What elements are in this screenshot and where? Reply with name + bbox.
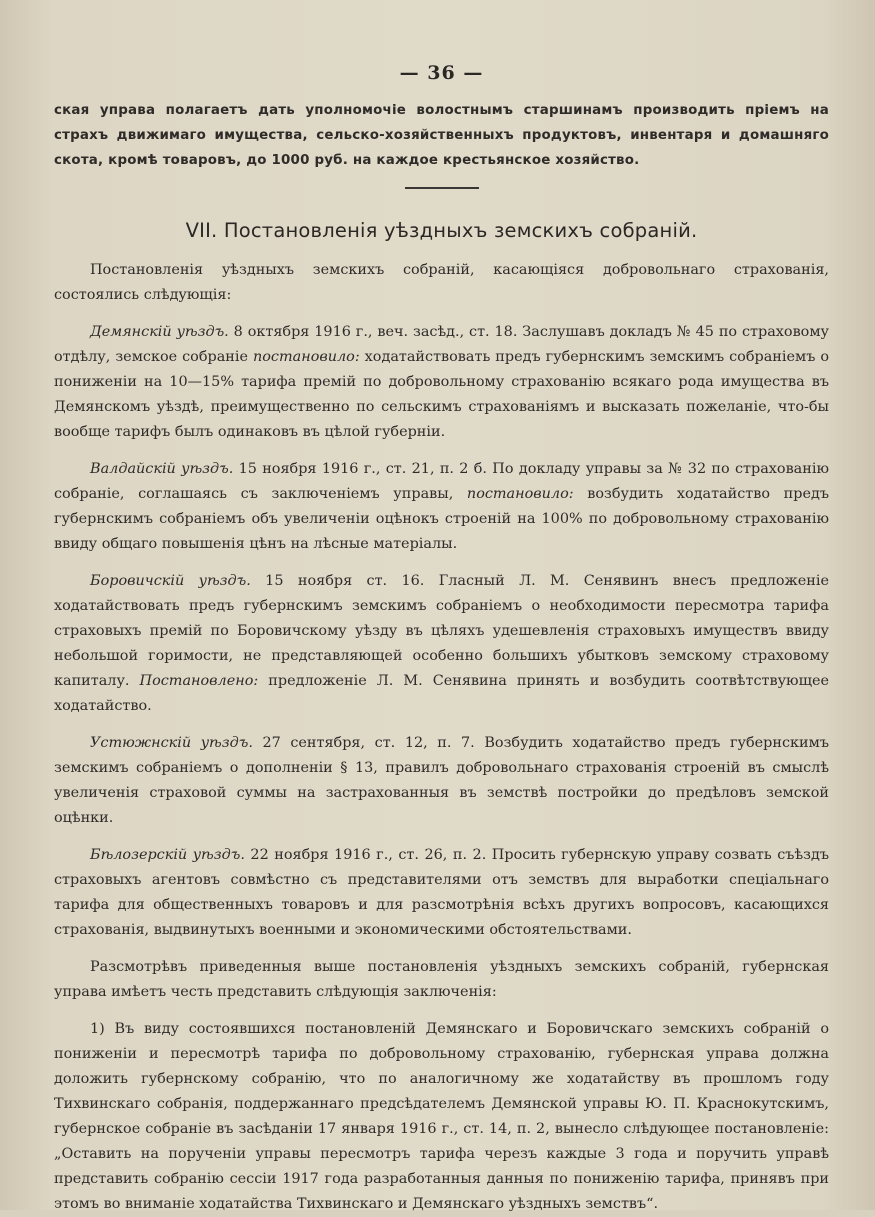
section-divider xyxy=(405,187,479,189)
intro-paragraph: Постановленія уѣздныхъ земскихъ собраній, касающіяся добровольнаго страхованія, состоялись слѣдующія: xyxy=(54,262,829,303)
district-name: Боровичскій уѣздъ. xyxy=(90,573,251,589)
entry-text: 22 ноября 1916 г., ст. 26, п. 2. Просить губернскую управу созвать съѣздъ страховыхъ агентовъ совмѣстно съ представителями отъ земствъ для выработки спеціальнаго тарифа для общественныхъ товаровъ и для разсмотрѣнія всѣхъ другихъ вопросовъ, касающихся страхованія, выдвинутыхъ военными и экономическими обстоятельствами. xyxy=(54,847,829,938)
continuation-paragraph: ская управа полагаетъ дать уполномочіе волостнымъ старшинамъ производить пріемъ на страхъ движимаго имущества, сельско-хозяйственныхъ продуктовъ, инвентаря и домашняго скота, кромѣ товаровъ, до 1000 руб. на каждое крестьянское хозяйство. xyxy=(54,103,829,168)
entry-emphasis: постановило: xyxy=(253,349,360,365)
conclusion-point-1: 1) Въ виду состоявшихся постановленій Демянскаго и Боровичскаго земскихъ собраній о пониженіи и пересмотрѣ тарифа по добровольному страхованію, губернская управа должна доложить губернскому собранію, что по аналогичному же ходатайству въ прошломъ году Тихвинскаго собранія, поддержаннаго предсѣдателемъ Демянской управы Ю. П. Краснокутскимъ, губернское собраніе въ засѣданіи 17 января 1916 г., ст. 14, п. 2, вынесло слѣдующее постановленіе: „Оставить на порученіи управы пересмотръ тарифа черезъ каждые 3 года и поручить управѣ представить собранію сессіи 1917 года разработанныя данныя по пониженію тарифа, принявъ при этомъ во вниманіе ходатайства Тихвинскаго и Демянскаго уѣздныхъ земствъ“. xyxy=(54,1021,829,1212)
conclusion-intro: Разсмотрѣвъ приведенныя выше постановленія уѣздныхъ земскихъ собраній, губернская управа имѣетъ честь представить слѣдующія заключенія: xyxy=(54,959,829,1000)
entry-text: ходатайствовать предъ губернскимъ земскимъ собраніемъ о пониженіи на 10—15% тарифа премій по добровольному страхованію всякаго рода имущества въ Демянскомъ уѣздѣ, преимущественно по сельскимъ страхованіямъ и высказать пожеланіе, что-бы вообще тарифъ былъ одинаковъ въ цѣлой губерніи. xyxy=(54,349,829,440)
entry-emphasis: постановило: xyxy=(466,486,574,502)
district-name: Бѣлозерскій уѣздъ. xyxy=(90,847,245,863)
entry-demyansk xyxy=(54,320,829,445)
entry-ustyuzhna xyxy=(54,731,829,831)
entry-text: 15 ноября 1916 г., ст. 21, п. 2 б. По докладу управы за № 32 по страхованію собраніе, соглашаясь съ заключеніемъ управы, xyxy=(54,461,829,502)
entry-text: 15 ноября ст. 16. Гласный Л. М. Сенявинъ внесъ предложеніе ходатайствовать предъ губернскимъ земскимъ собраніемъ о необходимости пересмотра тарифа страховыхъ премій по Боровичскому уѣзду въ цѣляхъ удешевленія страховыхъ имуществъ ввиду небольшой горимости, не представляющей особенно большихъ убытковъ земскому страховому капиталу. xyxy=(54,573,829,689)
district-name: Валдайскій уѣздъ. xyxy=(90,461,234,477)
entry-valday xyxy=(54,457,829,557)
entry-emphasis: Постановлено: xyxy=(139,673,259,689)
district-name: Устюжнскій уѣздъ. xyxy=(90,735,253,751)
entry-belozersk xyxy=(54,843,829,943)
page-number: — 36 — xyxy=(399,62,484,84)
section-title: VII. Постановленія уѣздныхъ земскихъ собраній. xyxy=(185,219,698,242)
entry-text: 8 октября 1916 г., веч. засѣд., ст. 18. Заслушавъ докладъ № 45 по страховому отдѣлу, земское собраніе xyxy=(54,324,829,365)
entry-text: предложеніе Л. М. Сенявина принять и возбудить соотвѣтствующее ходатайство. xyxy=(54,673,829,714)
entry-borovichi xyxy=(54,569,829,719)
district-name: Демянскій уѣздъ. xyxy=(90,324,229,340)
entry-text: 27 сентября, ст. 12, п. 7. Возбудить ходатайство предъ губернскимъ земскимъ собраніемъ о дополненіи § 13, правилъ добровольнаго страхованія строеній въ смыслѣ увеличенія страховой суммы на застрахованныя въ земствѣ постройки до предѣловъ земской оцѣнки. xyxy=(54,735,829,826)
entry-text: возбудить ходатайство предъ губернскимъ собраніемъ объ увеличеніи оцѣнокъ строеній на 100% по добровольному страхованію ввиду общаго повышенія цѣнъ на лѣсные матеріалы. xyxy=(54,486,829,552)
